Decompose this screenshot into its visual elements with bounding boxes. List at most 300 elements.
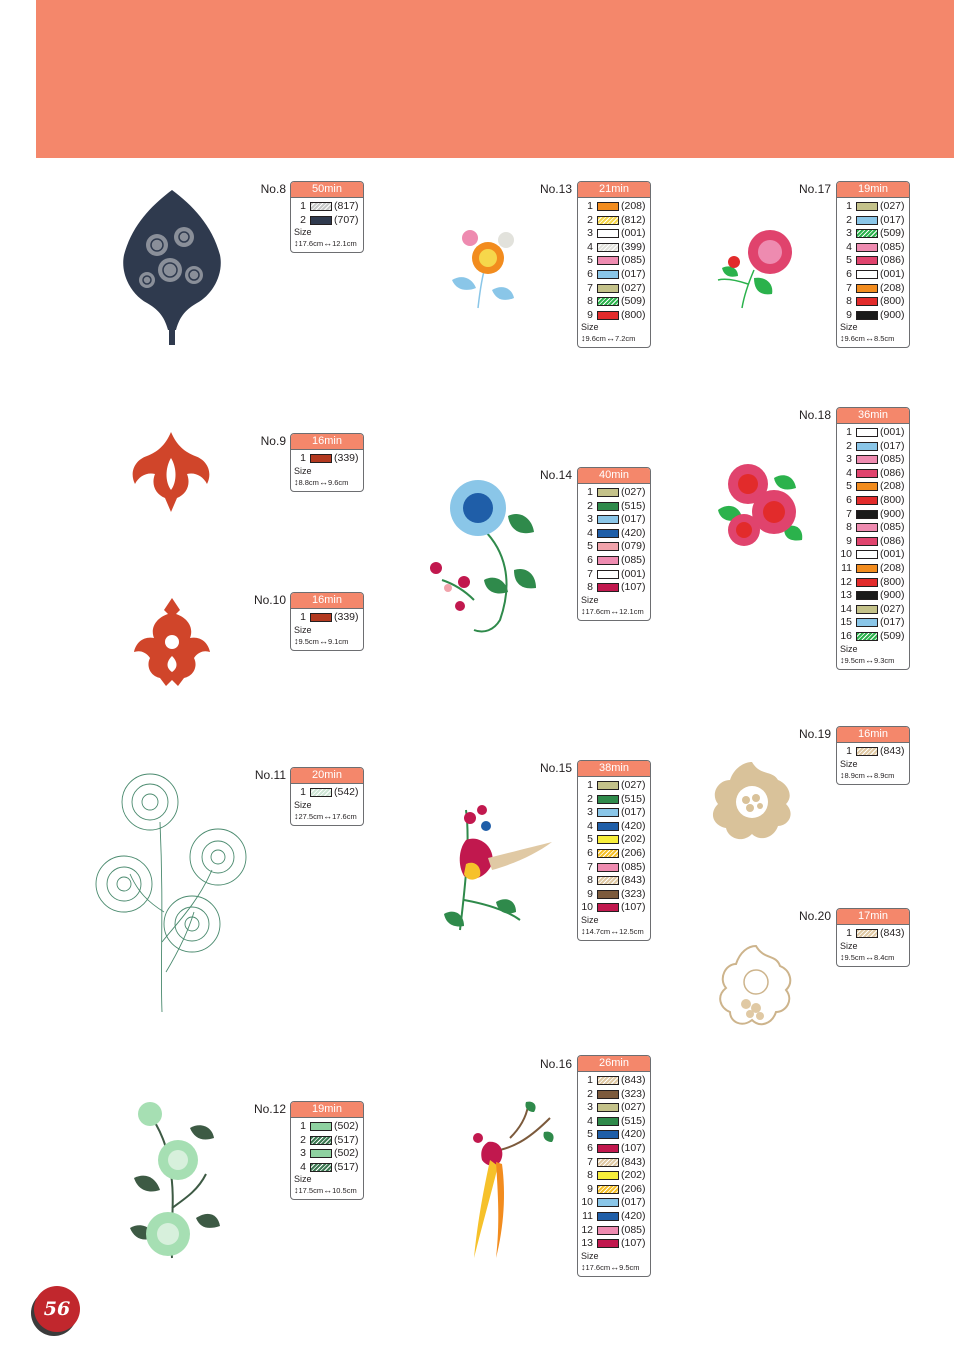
thread-color-swatch	[597, 1226, 619, 1235]
thread-color-swatch	[856, 202, 878, 211]
thread-color-swatch	[597, 229, 619, 238]
thread-code: (800)	[880, 295, 905, 308]
thread-row	[578, 901, 650, 915]
size-label: Size	[840, 322, 858, 333]
vertical-arrow-icon: ↕	[581, 333, 586, 344]
design-number-20: No.20	[798, 909, 831, 923]
thread-row	[837, 494, 909, 508]
thread-row	[291, 200, 363, 214]
thread-code: (027)	[880, 602, 905, 615]
thread-color-swatch	[856, 632, 878, 641]
thread-order: 14	[840, 602, 852, 615]
size-width: 8.9cm	[873, 770, 895, 780]
size-width: 8.5cm	[873, 334, 895, 344]
thread-code: (515)	[621, 499, 646, 512]
size-height: 17.5cm	[298, 1186, 324, 1196]
thread-color-swatch	[856, 243, 878, 252]
thread-code: (017)	[880, 616, 905, 629]
thread-color-swatch	[597, 1212, 619, 1221]
thread-row	[578, 1183, 650, 1197]
thread-color-swatch	[597, 515, 619, 524]
size-width: 12.5cm	[619, 926, 644, 936]
thread-row	[578, 486, 650, 500]
thread-color-swatch	[856, 550, 878, 559]
stitch-time: 50min	[291, 182, 363, 198]
thread-row	[291, 786, 363, 800]
size-label: Size	[581, 322, 599, 333]
thread-code: (843)	[621, 874, 646, 887]
thread-code: (085)	[621, 1223, 646, 1236]
thread-row	[291, 1134, 363, 1148]
thread-color-swatch	[310, 454, 332, 463]
stitch-time: 40min	[578, 468, 650, 484]
thread-row	[578, 500, 650, 514]
thread-color-swatch	[597, 1090, 619, 1099]
thread-order: 4	[846, 466, 852, 479]
thread-color-swatch	[597, 1185, 619, 1194]
thread-code: (017)	[880, 213, 905, 226]
horizontal-arrow-icon: ↔	[610, 1261, 620, 1272]
thread-order: 2	[587, 1087, 593, 1100]
thread-row	[578, 568, 650, 582]
thread-color-swatch	[856, 311, 878, 320]
thread-row	[578, 1115, 650, 1129]
thread-order: 1	[846, 426, 852, 438]
thread-color-swatch	[597, 529, 619, 538]
size-height: 17.6cm	[585, 1262, 611, 1272]
thread-order: 1	[300, 611, 306, 623]
thread-row	[837, 295, 909, 309]
thread-list	[837, 743, 909, 759]
thread-color-swatch	[856, 510, 878, 519]
thread-color-swatch	[310, 1149, 332, 1158]
thread-order: 9	[846, 308, 852, 321]
thread-code: (001)	[880, 426, 905, 438]
thread-color-swatch	[597, 863, 619, 872]
size-width: 10.5cm	[332, 1186, 357, 1196]
size-dimensions	[837, 655, 909, 669]
design-number-13: No.13	[539, 182, 572, 196]
design-number-10: No.10	[253, 593, 286, 607]
thread-code: (515)	[621, 792, 646, 805]
design-number-9: No.9	[260, 434, 286, 448]
size-dimensions	[837, 952, 909, 966]
size-label: Size	[294, 799, 312, 810]
thread-row	[837, 589, 909, 603]
thread-row	[837, 562, 909, 576]
thread-code: (001)	[880, 267, 905, 280]
thread-color-swatch	[597, 1117, 619, 1126]
thread-row	[837, 548, 909, 562]
design-12-image	[120, 1098, 224, 1266]
thread-row	[837, 254, 909, 268]
horizontal-arrow-icon: ↔	[864, 654, 874, 665]
design-8-image	[112, 185, 232, 350]
thread-order: 5	[587, 254, 593, 267]
design-number-14: No.14	[539, 468, 572, 482]
thread-order: 6	[587, 1141, 593, 1154]
thread-code: (107)	[621, 1141, 646, 1154]
thread-color-swatch	[856, 297, 878, 306]
size-label: Size	[294, 624, 312, 635]
size-dimensions	[291, 811, 363, 825]
thread-code: (085)	[880, 453, 905, 466]
thread-row	[837, 268, 909, 282]
thread-row	[578, 1196, 650, 1210]
thread-color-swatch	[856, 929, 878, 938]
thread-row	[578, 1224, 650, 1238]
thread-color-swatch	[597, 297, 619, 306]
horizontal-arrow-icon: ↔	[318, 635, 328, 646]
design-19-image	[708, 760, 796, 844]
thread-row	[578, 295, 650, 309]
thread-row	[578, 820, 650, 834]
thread-color-swatch	[597, 808, 619, 817]
thread-code: (085)	[880, 521, 905, 534]
thread-code: (517)	[334, 1160, 359, 1173]
thread-code: (085)	[621, 553, 646, 566]
thread-color-swatch	[597, 202, 619, 211]
thread-row	[578, 833, 650, 847]
horizontal-arrow-icon: ↔	[864, 951, 874, 962]
thread-code: (085)	[880, 240, 905, 253]
size-height: 8.8cm	[298, 477, 319, 487]
thread-row	[837, 227, 909, 241]
thread-code: (107)	[621, 1237, 646, 1250]
thread-row	[837, 745, 909, 759]
size-label: Size	[294, 227, 312, 238]
thread-order: 2	[846, 439, 852, 452]
thread-code: (085)	[621, 254, 646, 267]
size-label: Size	[840, 940, 858, 951]
thread-order: 2	[587, 499, 593, 512]
thread-row	[837, 576, 909, 590]
size-width: 9.3cm	[873, 655, 895, 665]
thread-order: 9	[587, 308, 593, 321]
horizontal-arrow-icon: ↔	[605, 333, 615, 344]
thread-order: 2	[300, 213, 306, 226]
thread-order: 7	[846, 281, 852, 294]
thread-code: (208)	[880, 281, 905, 294]
thread-order: 8	[587, 295, 593, 308]
thread-row	[837, 521, 909, 535]
vertical-arrow-icon: ↕	[840, 654, 845, 665]
thread-row	[837, 927, 909, 941]
thread-list	[578, 1072, 650, 1251]
thread-color-swatch	[310, 788, 332, 797]
size-height: 17.6cm	[585, 606, 611, 616]
thread-row	[578, 1156, 650, 1170]
thread-row	[578, 1074, 650, 1088]
thread-code: (079)	[621, 540, 646, 553]
thread-code: (107)	[621, 901, 646, 914]
thread-card-17	[836, 181, 910, 348]
thread-order: 7	[587, 1155, 593, 1168]
thread-color-swatch	[856, 591, 878, 600]
size-width: 9.6cm	[327, 477, 349, 487]
thread-order: 9	[587, 1182, 593, 1195]
thread-color-swatch	[597, 795, 619, 804]
thread-code: (208)	[880, 561, 905, 574]
thread-row	[291, 1147, 363, 1161]
thread-code: (509)	[880, 227, 905, 240]
thread-code: (017)	[621, 806, 646, 819]
thread-color-swatch	[310, 613, 332, 622]
thread-code: (509)	[621, 295, 646, 308]
thread-order: 5	[846, 480, 852, 493]
design-11-image	[88, 762, 256, 1017]
thread-card-14	[577, 467, 651, 621]
thread-code: (843)	[621, 1074, 646, 1086]
thread-row	[578, 847, 650, 861]
size-width: 7.2cm	[614, 334, 636, 344]
thread-order: 3	[587, 513, 593, 526]
thread-code: (086)	[880, 466, 905, 479]
thread-order: 11	[582, 1209, 593, 1222]
thread-row	[837, 440, 909, 454]
thread-order: 2	[300, 1133, 306, 1146]
size-label: Size	[840, 758, 858, 769]
size-dimensions	[837, 770, 909, 784]
thread-card-16	[577, 1055, 651, 1277]
thread-row	[837, 309, 909, 323]
thread-row	[837, 535, 909, 549]
thread-row	[578, 1210, 650, 1224]
thread-order: 12	[840, 575, 852, 588]
thread-code: (017)	[621, 1196, 646, 1209]
thread-color-swatch	[597, 216, 619, 225]
thread-code: (107)	[621, 581, 646, 594]
thread-order: 4	[300, 1160, 306, 1173]
design-number-11: No.11	[254, 768, 286, 782]
size-width: 9.1cm	[327, 636, 349, 646]
thread-order: 9	[587, 887, 593, 900]
thread-order: 4	[587, 526, 593, 539]
thread-code: (206)	[621, 846, 646, 859]
thread-row	[578, 1088, 650, 1102]
thread-order: 7	[587, 860, 593, 873]
thread-order: 16	[840, 629, 852, 642]
thread-row	[578, 1128, 650, 1142]
thread-color-swatch	[597, 1103, 619, 1112]
thread-color-swatch	[856, 229, 878, 238]
thread-color-swatch	[856, 578, 878, 587]
thread-code: (085)	[621, 860, 646, 873]
size-height: 9.6cm	[844, 334, 865, 344]
thread-list	[291, 784, 363, 800]
stitch-time: 20min	[291, 768, 363, 784]
size-width: 12.1cm	[332, 239, 357, 249]
thread-row	[578, 282, 650, 296]
header-band	[36, 0, 954, 158]
thread-color-swatch	[856, 523, 878, 532]
thread-row	[578, 1169, 650, 1183]
thread-order: 2	[587, 213, 593, 226]
thread-color-swatch	[310, 1136, 332, 1145]
thread-row	[578, 888, 650, 902]
thread-code: (017)	[621, 513, 646, 526]
design-number-17: No.17	[798, 182, 831, 196]
thread-code: (323)	[621, 1087, 646, 1100]
thread-list	[291, 198, 363, 227]
thread-row	[291, 214, 363, 228]
size-height: 9.6cm	[585, 334, 606, 344]
thread-color-swatch	[597, 556, 619, 565]
thread-order: 7	[587, 281, 593, 294]
thread-list	[578, 484, 650, 595]
horizontal-arrow-icon: ↔	[610, 605, 620, 616]
thread-order: 1	[300, 1120, 306, 1132]
design-17-image	[714, 218, 798, 310]
thread-code: (843)	[621, 1155, 646, 1168]
thread-list	[837, 424, 909, 644]
thread-list	[837, 198, 909, 322]
thread-color-swatch	[856, 537, 878, 546]
vertical-arrow-icon: ↕	[581, 1261, 586, 1272]
thread-color-swatch	[597, 256, 619, 265]
thread-code: (707)	[334, 213, 359, 226]
thread-order: 4	[587, 819, 593, 832]
thread-code: (027)	[621, 486, 646, 498]
thread-row	[837, 508, 909, 522]
thread-order: 4	[587, 240, 593, 253]
thread-color-swatch	[597, 284, 619, 293]
thread-code: (812)	[621, 213, 646, 226]
thread-color-swatch	[597, 583, 619, 592]
thread-color-swatch	[597, 270, 619, 279]
thread-row	[578, 309, 650, 323]
thread-order: 1	[846, 927, 852, 939]
thread-color-swatch	[856, 256, 878, 265]
size-dimensions	[578, 1262, 650, 1276]
thread-order: 10	[840, 548, 852, 561]
thread-row	[578, 540, 650, 554]
thread-code: (900)	[880, 589, 905, 602]
thread-color-swatch	[597, 903, 619, 912]
design-number-16: No.16	[539, 1057, 572, 1071]
thread-order: 6	[587, 553, 593, 566]
thread-color-swatch	[597, 822, 619, 831]
thread-list	[291, 609, 363, 625]
thread-order: 7	[587, 567, 593, 580]
thread-row	[578, 861, 650, 875]
thread-card-9	[290, 433, 364, 492]
size-label: Size	[581, 594, 599, 605]
thread-row	[837, 282, 909, 296]
thread-row	[837, 603, 909, 617]
thread-row	[837, 241, 909, 255]
thread-order: 7	[846, 507, 852, 520]
thread-order: 1	[587, 200, 593, 212]
horizontal-arrow-icon: ↔	[323, 810, 333, 821]
thread-color-swatch	[597, 876, 619, 885]
stitch-time: 16min	[291, 434, 363, 450]
stitch-time: 36min	[837, 408, 909, 424]
thread-code: (420)	[621, 1128, 646, 1141]
thread-card-20	[836, 908, 910, 967]
page-number-badge	[34, 1286, 80, 1332]
stitch-time: 26min	[578, 1056, 650, 1072]
vertical-arrow-icon: ↕	[294, 238, 299, 249]
size-height: 17.6cm	[298, 239, 324, 249]
thread-color-swatch	[310, 216, 332, 225]
thread-row	[578, 554, 650, 568]
stitch-time: 19min	[291, 1102, 363, 1118]
thread-order: 3	[587, 227, 593, 240]
size-label: Size	[581, 914, 599, 925]
thread-code: (001)	[880, 548, 905, 561]
size-height: 27.5cm	[298, 811, 324, 821]
thread-code: (399)	[621, 240, 646, 253]
thread-code: (027)	[621, 779, 646, 791]
vertical-arrow-icon: ↕	[294, 635, 299, 646]
design-16-image	[460, 1098, 560, 1264]
vertical-arrow-icon: ↕	[840, 333, 845, 344]
thread-row	[578, 581, 650, 595]
thread-color-swatch	[856, 284, 878, 293]
thread-row	[578, 1237, 650, 1251]
thread-color-swatch	[597, 542, 619, 551]
thread-card-12	[290, 1101, 364, 1200]
size-label: Size	[294, 1174, 312, 1185]
thread-row	[837, 630, 909, 644]
thread-order: 3	[300, 1147, 306, 1160]
thread-row	[291, 452, 363, 466]
thread-order: 13	[581, 1237, 593, 1250]
thread-order: 8	[587, 874, 593, 887]
thread-card-18	[836, 407, 910, 670]
size-dimensions	[291, 636, 363, 650]
thread-color-swatch	[597, 1198, 619, 1207]
thread-color-swatch	[597, 781, 619, 790]
size-label: Size	[581, 1250, 599, 1261]
thread-order: 1	[846, 200, 852, 212]
size-height: 9.5cm	[844, 655, 865, 665]
thread-row	[578, 806, 650, 820]
thread-color-swatch	[856, 270, 878, 279]
vertical-arrow-icon: ↕	[294, 1185, 299, 1196]
thread-order: 12	[581, 1223, 593, 1236]
design-9-image	[125, 428, 217, 514]
thread-color-swatch	[856, 455, 878, 464]
thread-color-swatch	[597, 890, 619, 899]
design-15-image	[436, 800, 556, 940]
vertical-arrow-icon: ↕	[840, 769, 845, 780]
thread-color-swatch	[856, 618, 878, 627]
thread-order: 4	[587, 1114, 593, 1127]
design-14-image	[424, 470, 544, 638]
thread-code: (202)	[621, 833, 646, 846]
thread-list	[291, 1118, 363, 1174]
design-number-19: No.19	[798, 727, 831, 741]
size-width: 12.1cm	[619, 606, 644, 616]
thread-code: (420)	[621, 1209, 646, 1222]
thread-row	[578, 1101, 650, 1115]
page-number: 56	[43, 1298, 71, 1320]
thread-list	[291, 450, 363, 466]
thread-order: 6	[846, 493, 852, 506]
size-dimensions	[837, 333, 909, 347]
thread-row	[291, 1161, 363, 1175]
size-label: Size	[840, 643, 858, 654]
thread-color-swatch	[856, 482, 878, 491]
thread-code: (420)	[621, 526, 646, 539]
thread-order: 8	[587, 1169, 593, 1182]
design-18-image	[714, 458, 806, 552]
thread-color-swatch	[597, 849, 619, 858]
thread-row	[578, 779, 650, 793]
horizontal-arrow-icon: ↔	[323, 238, 333, 249]
